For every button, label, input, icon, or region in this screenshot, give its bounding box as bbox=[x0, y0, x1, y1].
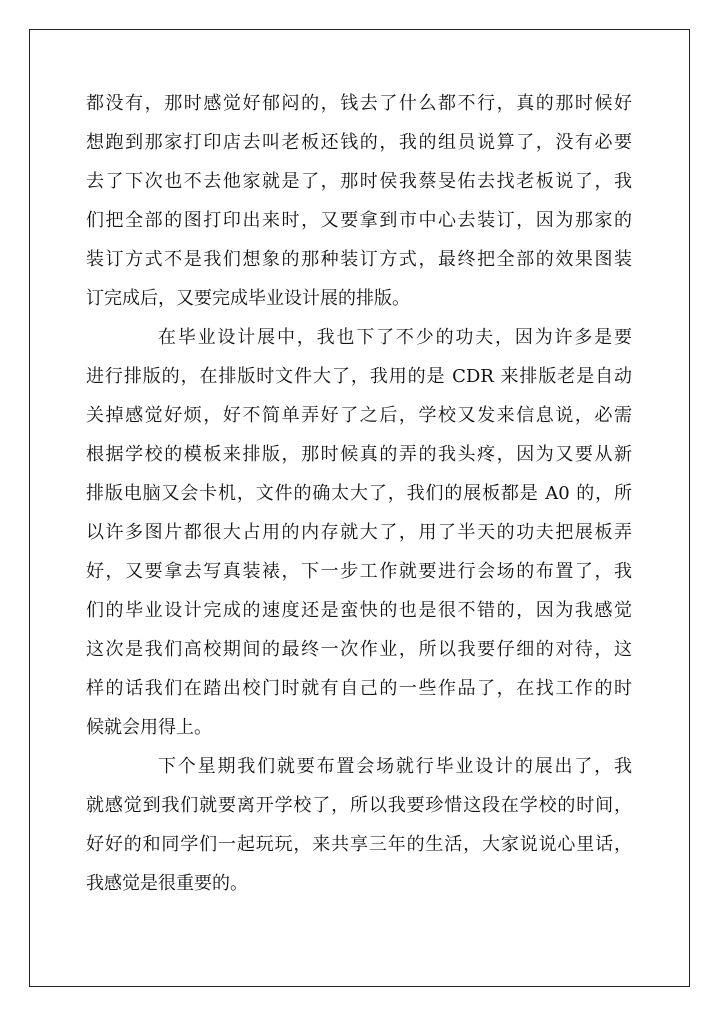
text-line: 都没有，那时感觉好郁闷的，钱去了什么都不行，真的那时候好 bbox=[86, 93, 632, 114]
text-line: 根据学校的模板来排版，那时候真的弄的我头疼，因为又要从新 bbox=[86, 444, 632, 465]
text-line: 就感觉到我们就要离开学校了，所以我要珍惜这段在学校的时间， bbox=[86, 795, 632, 816]
text-line: 们的毕业设计完成的速度还是蛮快的也是很不错的，因为我感觉 bbox=[86, 600, 632, 621]
paragraph-3 bbox=[86, 747, 632, 903]
text-line: 进行排版的，在排版时文件大了，我用的是 CDR 来排版老是自动 bbox=[86, 366, 632, 387]
text-line: 们把全部的图打印出来时，又要拿到市中心去装订，因为那家的 bbox=[86, 210, 632, 231]
text-line: 好，又要拿去写真装裱，下一步工作就要进行会场的布置了，我 bbox=[86, 561, 632, 582]
text-line: 我感觉是很重要的。 bbox=[86, 873, 248, 894]
text-line: 排版电脑又会卡机，文件的确太大了，我们的展板都是 A0 的，所 bbox=[86, 483, 632, 504]
text-line: 在毕业设计展中，我也下了不少的功夫，因为许多是要 bbox=[158, 327, 632, 348]
text-line: 好好的和同学们一起玩玩，来共享三年的生活，大家说说心里话， bbox=[86, 834, 632, 855]
text-line: 这次是我们高校期间的最终一次作业，所以我要仔细的对待，这 bbox=[86, 639, 632, 660]
paragraph-2 bbox=[86, 318, 632, 747]
text-line: 以许多图片都很大占用的内存就大了，用了半天的功夫把展板弄 bbox=[86, 522, 632, 543]
text-line: 样的话我们在踏出校门时就有自己的一些作品了，在找工作的时 bbox=[86, 678, 632, 699]
text-line: 关掉感觉好烦，好不简单弄好了之后，学校又发来信息说，必需 bbox=[86, 405, 632, 426]
paragraph-1 bbox=[86, 84, 632, 318]
text-line: 去了下次也不去他家就是了，那时侯我蔡旻佑去找老板说了，我 bbox=[86, 171, 632, 192]
document-body bbox=[86, 84, 632, 903]
text-line: 想跑到那家打印店去叫老板还钱的，我的组员说算了，没有必要 bbox=[86, 132, 632, 153]
text-line: 候就会用得上。 bbox=[86, 717, 212, 738]
text-line: 装订方式不是我们想象的那种装订方式，最终把全部的效果图装 bbox=[86, 249, 632, 270]
text-line: 下个星期我们就要布置会场就行毕业设计的展出了，我 bbox=[158, 756, 632, 777]
text-line: 订完成后，又要完成毕业设计展的排版。 bbox=[86, 288, 410, 309]
